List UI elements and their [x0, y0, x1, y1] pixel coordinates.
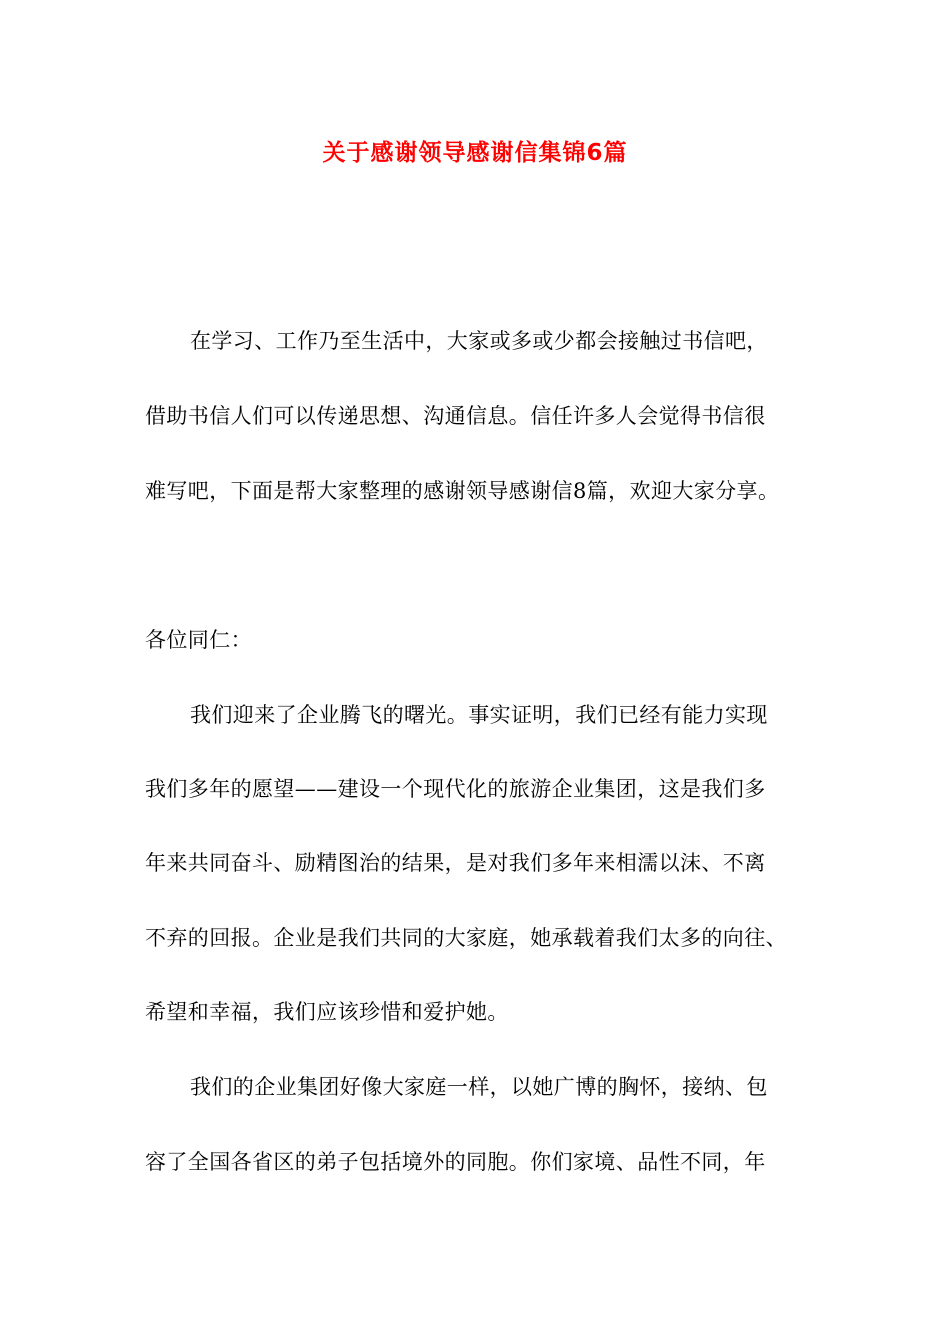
intro-line-1: 在学习、工作乃至生活中，大家或多或少都会接触过书信吧，: [190, 329, 768, 353]
intro-line-2: 借助书信人们可以传递思想、沟通信息。信任许多人会觉得书信很: [145, 404, 766, 428]
intro-line-3: 难写吧，下面是帮大家整理的感谢领导感谢信8篇，欢迎大家分享。: [145, 479, 780, 503]
document-title: 关于感谢领导感谢信集锦6篇: [322, 140, 628, 166]
paragraph1-line-5: 希望和幸福，我们应该珍惜和爱护她。: [145, 1000, 509, 1024]
paragraph1-line-3: 年来共同奋斗、励精图治的结果，是对我们多年来相濡以沫、不离: [145, 851, 766, 875]
paragraph1-line-1: 我们迎来了企业腾飞的曙光。事实证明，我们已经有能力实现: [190, 703, 768, 727]
salutation: 各位同仁：: [145, 628, 252, 652]
paragraph1-line-4: 不弃的回报。企业是我们共同的大家庭，她承载着我们太多的向往、: [145, 926, 787, 950]
paragraph1-line-2: 我们多年的愿望——建设一个现代化的旅游企业集团，这是我们多: [145, 777, 766, 801]
paragraph2-line-1: 我们的企业集团好像大家庭一样，以她广博的胸怀，接纳、包: [190, 1075, 768, 1099]
paragraph2-line-2: 容了全国各省区的弟子包括境外的同胞。你们家境、品性不同，年: [145, 1150, 766, 1174]
